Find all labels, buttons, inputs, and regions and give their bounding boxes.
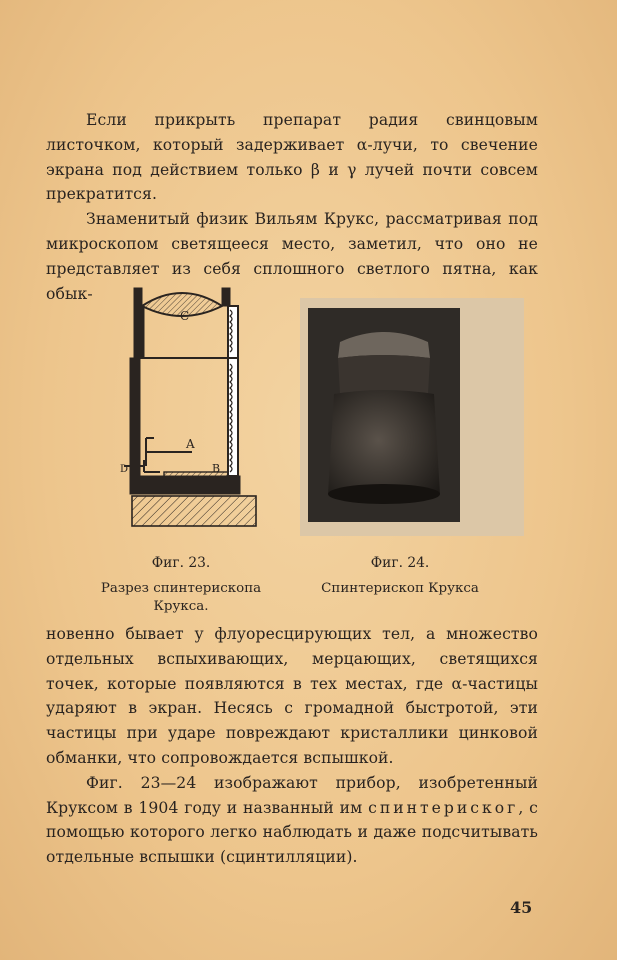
- spinthariscope-section: [124, 288, 256, 526]
- figure-24-photo: [300, 298, 524, 536]
- paragraph-text: , с помощью которого легко наблюдать и даже подсчитывать отдельные вспышки (сцинтилляции).: [46, 798, 538, 867]
- label-d: D: [120, 464, 129, 475]
- paragraph-text: Фиг. 23—24 изображают прибор, изобретенный Круксом в 1904 году и названный им: [46, 773, 538, 817]
- paragraph: новенно бывает у флуоресцирующих тел, а множество отдельных вспыхивающих, мерцающих, светящихся точек, которые появляются в тех местах, где α-частицы ударяют в экран. Несясь с громадной быстротой, эти частицы при ударе повреждают кристаллики цинковой обманки, что сопровождается вспышкой.: [46, 625, 538, 767]
- label-b: B: [212, 462, 221, 475]
- text-block-bottom: [46, 622, 538, 870]
- spinthariscope-photo: [328, 332, 440, 504]
- figure-23-drawing: [120, 276, 268, 534]
- term-spinthariscope: спинтериског: [368, 798, 519, 817]
- label-a: A: [186, 437, 195, 451]
- figure-24-caption: Спинтерископ Крукса: [321, 581, 479, 596]
- figure-23-number: Фиг. 23.: [151, 555, 211, 571]
- caption-figure-23: [76, 554, 286, 616]
- figure-23-caption: Разрез спинтерископа Крукса.: [100, 581, 262, 614]
- page-number: 45: [510, 898, 533, 917]
- paragraph: Если прикрыть препарат радия свинцовым листочком, который задерживает α-лучи, то свечение экрана под действием только β и γ лучей почти совсем прекратится.: [46, 111, 538, 204]
- label-c: C: [180, 309, 190, 323]
- paragraph: Знаменитый физик Вильям Крукс, рассматривая под микроскопом светящееся место, заметил, что оно не представляет из себя сплошного светлого пятна, как обык-: [46, 210, 538, 303]
- paragraph: [46, 771, 538, 870]
- caption-figure-24: [300, 554, 500, 598]
- figure-24-number: Фиг. 24.: [370, 555, 430, 571]
